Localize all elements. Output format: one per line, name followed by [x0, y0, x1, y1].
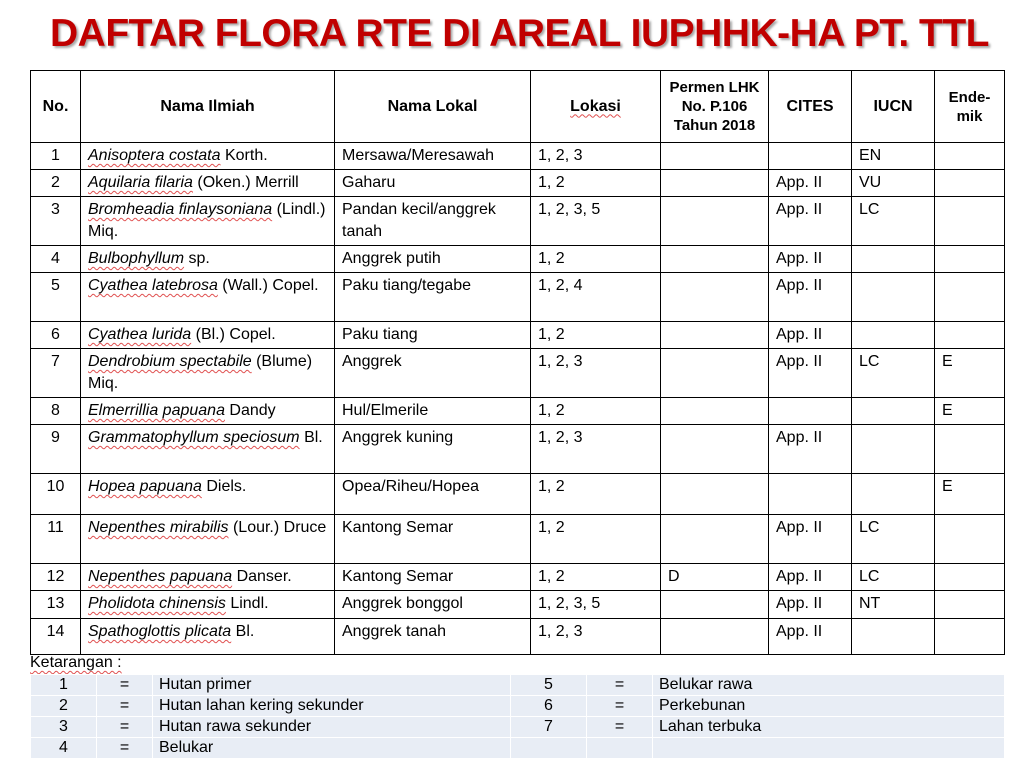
table-row — [31, 564, 1005, 591]
cell-endemik — [935, 143, 1005, 170]
legend-code: 3 — [31, 717, 97, 738]
header-permen-line3: Tahun 2018 — [673, 117, 756, 134]
cell-cites: App. II — [769, 170, 852, 197]
author-citation: Bl. — [299, 429, 323, 446]
cell-permen — [661, 246, 769, 273]
page-title: DAFTAR FLORA RTE DI AREAL IUPHHK-HA PT. TTL — [50, 12, 989, 55]
cell-cites: App. II — [769, 619, 852, 655]
legend-code: 1 — [31, 675, 97, 696]
cell-nama-lokal: Opea/Riheu/Hopea — [335, 474, 531, 515]
legend-label: Hutan primer — [153, 675, 511, 696]
cell-endemik — [935, 564, 1005, 591]
cell-endemik — [935, 170, 1005, 197]
cell-iucn: LC — [852, 197, 935, 246]
cell-nama-ilmiah — [81, 619, 335, 655]
cell-permen — [661, 591, 769, 619]
legend-label: Perkebunan — [653, 696, 1005, 717]
header-nama-ilmiah: Nama Ilmiah — [81, 71, 335, 143]
legend-row — [31, 738, 1005, 759]
cell-lokasi: 1, 2 — [531, 170, 661, 197]
author-citation: Dandy — [224, 402, 276, 419]
cell-iucn — [852, 398, 935, 425]
cell-no: 11 — [31, 515, 81, 564]
legend-row — [31, 675, 1005, 696]
cell-nama-lokal: Hul/Elmerile — [335, 398, 531, 425]
scientific-name: Spathoglottis plicata — [88, 623, 232, 640]
header-endemik-line1: Ende- — [948, 88, 991, 106]
header-permen-line1: Permen LHK — [669, 79, 760, 96]
legend-code: 6 — [511, 696, 587, 717]
cell-cites: App. II — [769, 425, 852, 474]
legend-label — [653, 738, 1005, 759]
header-nama-lokal: Nama Lokal — [335, 71, 531, 143]
cell-endemik — [935, 273, 1005, 322]
cell-cites — [769, 398, 852, 425]
header-endemik — [935, 71, 1005, 143]
author-citation: (Oken.) Merrill — [192, 174, 299, 191]
cell-cites — [769, 143, 852, 170]
cell-no: 12 — [31, 564, 81, 591]
cell-cites — [769, 474, 852, 515]
legend-title-text: Ketarangan : — [30, 654, 122, 671]
cell-nama-ilmiah — [81, 591, 335, 619]
header-lokasi-label: Lokasi — [570, 97, 621, 115]
scientific-name: Aquilaria filaria — [88, 174, 193, 191]
author-citation: Diels. — [201, 478, 247, 495]
cell-permen — [661, 143, 769, 170]
cell-no: 13 — [31, 591, 81, 619]
author-citation: (Bl.) Copel. — [191, 326, 276, 343]
cell-cites: App. II — [769, 564, 852, 591]
cell-lokasi: 1, 2, 3 — [531, 619, 661, 655]
cell-iucn — [852, 474, 935, 515]
cell-lokasi: 1, 2, 3 — [531, 349, 661, 398]
cell-nama-ilmiah — [81, 143, 335, 170]
cell-cites: App. II — [769, 349, 852, 398]
cell-endemik — [935, 425, 1005, 474]
cell-no: 14 — [31, 619, 81, 655]
cell-endemik: E — [935, 349, 1005, 398]
cell-nama-ilmiah — [81, 197, 335, 246]
scientific-name: Elmerrillia papuana — [88, 402, 225, 419]
cell-nama-lokal: Anggrek putih — [335, 246, 531, 273]
legend-equals: = — [97, 717, 153, 738]
author-citation: Korth. — [220, 147, 268, 164]
scientific-name: Bulbophyllum — [88, 250, 185, 267]
table-row — [31, 425, 1005, 474]
cell-permen — [661, 515, 769, 564]
author-citation: (Lour.) Druce — [228, 519, 327, 536]
legend-code: 5 — [511, 675, 587, 696]
cell-cites: App. II — [769, 246, 852, 273]
cell-nama-lokal: Anggrek tanah — [335, 619, 531, 655]
cell-endemik: E — [935, 398, 1005, 425]
cell-nama-ilmiah — [81, 273, 335, 322]
legend-title — [30, 653, 122, 673]
header-permen-line2: No. P.106 — [681, 98, 748, 115]
cell-permen — [661, 273, 769, 322]
cell-cites: App. II — [769, 322, 852, 349]
cell-nama-lokal: Gaharu — [335, 170, 531, 197]
legend-label: Belukar rawa — [653, 675, 1005, 696]
cell-permen — [661, 474, 769, 515]
cell-iucn — [852, 246, 935, 273]
legend-equals: = — [587, 696, 653, 717]
cell-no: 5 — [31, 273, 81, 322]
header-cites: CITES — [769, 71, 852, 143]
cell-nama-lokal: Kantong Semar — [335, 564, 531, 591]
table-row — [31, 591, 1005, 619]
cell-lokasi: 1, 2, 3 — [531, 143, 661, 170]
cell-iucn: EN — [852, 143, 935, 170]
cell-lokasi: 1, 2 — [531, 474, 661, 515]
scientific-name: Bromheadia finlaysoniana — [88, 201, 273, 218]
cell-lokasi: 1, 2, 3, 5 — [531, 197, 661, 246]
cell-nama-ilmiah — [81, 246, 335, 273]
scientific-name: Nepenthes papuana — [88, 568, 233, 585]
cell-lokasi: 1, 2, 3 — [531, 425, 661, 474]
legend-equals: = — [97, 738, 153, 759]
author-citation: (Blume) Miq. — [88, 353, 313, 392]
legend-code: 7 — [511, 717, 587, 738]
table-row — [31, 246, 1005, 273]
header-no: No. — [31, 71, 81, 143]
cell-permen — [661, 349, 769, 398]
cell-lokasi: 1, 2, 3, 5 — [531, 591, 661, 619]
legend-equals: = — [97, 696, 153, 717]
cell-endemik — [935, 322, 1005, 349]
cell-lokasi: 1, 2 — [531, 322, 661, 349]
header-endemik-line2: mik — [956, 107, 983, 125]
scientific-name: Anisoptera costata — [88, 147, 221, 164]
cell-nama-lokal: Paku tiang/tegabe — [335, 273, 531, 322]
cell-nama-lokal: Mersawa/Meresawah — [335, 143, 531, 170]
cell-nama-ilmiah — [81, 349, 335, 398]
cell-permen — [661, 170, 769, 197]
cell-lokasi: 1, 2, 4 — [531, 273, 661, 322]
table-body — [31, 143, 1005, 655]
cell-nama-ilmiah — [81, 170, 335, 197]
cell-iucn — [852, 619, 935, 655]
cell-nama-lokal: Anggrek kuning — [335, 425, 531, 474]
cell-lokasi: 1, 2 — [531, 398, 661, 425]
scientific-name: Dendrobium spectabile — [88, 353, 252, 370]
table-row — [31, 143, 1005, 170]
scientific-name: Hopea papuana — [88, 478, 202, 495]
legend-body — [31, 675, 1005, 759]
legend-row — [31, 717, 1005, 738]
scientific-name: Cyathea lurida — [88, 326, 192, 343]
table-row — [31, 474, 1005, 515]
cell-permen — [661, 322, 769, 349]
cell-cites: App. II — [769, 273, 852, 322]
author-citation: Bl. — [231, 623, 255, 640]
author-citation: (Lindl.) Miq. — [88, 201, 326, 240]
table-row — [31, 398, 1005, 425]
cell-nama-lokal: Pandan kecil/anggrek tanah — [335, 197, 531, 246]
cell-lokasi: 1, 2 — [531, 246, 661, 273]
cell-no: 2 — [31, 170, 81, 197]
legend-equals: = — [587, 717, 653, 738]
cell-no: 8 — [31, 398, 81, 425]
cell-iucn: NT — [852, 591, 935, 619]
cell-endemik — [935, 619, 1005, 655]
legend-row — [31, 696, 1005, 717]
legend-label: Belukar — [153, 738, 511, 759]
cell-nama-lokal: Paku tiang — [335, 322, 531, 349]
table-row — [31, 322, 1005, 349]
legend-label: Lahan terbuka — [653, 717, 1005, 738]
header-lokasi — [531, 71, 661, 143]
cell-endemik — [935, 515, 1005, 564]
cell-cites: App. II — [769, 197, 852, 246]
author-citation: (Wall.) Copel. — [217, 277, 319, 294]
legend-code — [511, 738, 587, 759]
legend-code: 2 — [31, 696, 97, 717]
cell-no: 10 — [31, 474, 81, 515]
cell-permen: D — [661, 564, 769, 591]
cell-iucn: VU — [852, 170, 935, 197]
cell-nama-ilmiah — [81, 515, 335, 564]
cell-iucn — [852, 322, 935, 349]
cell-permen — [661, 619, 769, 655]
cell-endemik — [935, 591, 1005, 619]
legend-equals: = — [97, 675, 153, 696]
cell-nama-lokal: Anggrek bonggol — [335, 591, 531, 619]
legend-equals — [587, 738, 653, 759]
legend-table — [30, 674, 1005, 759]
cell-nama-ilmiah — [81, 322, 335, 349]
flora-table — [30, 70, 1005, 655]
cell-endemik: E — [935, 474, 1005, 515]
cell-endemik — [935, 197, 1005, 246]
cell-endemik — [935, 246, 1005, 273]
header-permen — [661, 71, 769, 143]
cell-permen — [661, 425, 769, 474]
table-row — [31, 273, 1005, 322]
scientific-name: Nepenthes mirabilis — [88, 519, 229, 536]
table-row — [31, 619, 1005, 655]
cell-nama-ilmiah — [81, 474, 335, 515]
cell-no: 9 — [31, 425, 81, 474]
cell-no: 7 — [31, 349, 81, 398]
legend-label: Hutan rawa sekunder — [153, 717, 511, 738]
cell-lokasi: 1, 2 — [531, 564, 661, 591]
cell-nama-ilmiah — [81, 564, 335, 591]
cell-cites: App. II — [769, 591, 852, 619]
header-iucn: IUCN — [852, 71, 935, 143]
cell-lokasi: 1, 2 — [531, 515, 661, 564]
table-row — [31, 170, 1005, 197]
cell-permen — [661, 197, 769, 246]
scientific-name: Pholidota chinensis — [88, 595, 226, 612]
table-row — [31, 515, 1005, 564]
cell-no: 4 — [31, 246, 81, 273]
scientific-name: Cyathea latebrosa — [88, 277, 218, 294]
cell-cites: App. II — [769, 515, 852, 564]
author-citation: sp. — [184, 250, 210, 267]
cell-iucn: LC — [852, 515, 935, 564]
cell-iucn — [852, 425, 935, 474]
cell-nama-lokal: Kantong Semar — [335, 515, 531, 564]
table-row — [31, 197, 1005, 246]
legend-code: 4 — [31, 738, 97, 759]
cell-nama-ilmiah — [81, 398, 335, 425]
cell-nama-lokal: Anggrek — [335, 349, 531, 398]
table-row — [31, 349, 1005, 398]
cell-no: 6 — [31, 322, 81, 349]
cell-nama-ilmiah — [81, 425, 335, 474]
table-header-row — [31, 71, 1005, 143]
cell-iucn — [852, 273, 935, 322]
cell-iucn: LC — [852, 564, 935, 591]
legend-label: Hutan lahan kering sekunder — [153, 696, 511, 717]
scientific-name: Grammatophyllum speciosum — [88, 429, 300, 446]
cell-no: 3 — [31, 197, 81, 246]
legend-equals: = — [587, 675, 653, 696]
cell-no: 1 — [31, 143, 81, 170]
cell-iucn: LC — [852, 349, 935, 398]
cell-permen — [661, 398, 769, 425]
author-citation: Lindl. — [225, 595, 269, 612]
author-citation: Danser. — [232, 568, 292, 585]
